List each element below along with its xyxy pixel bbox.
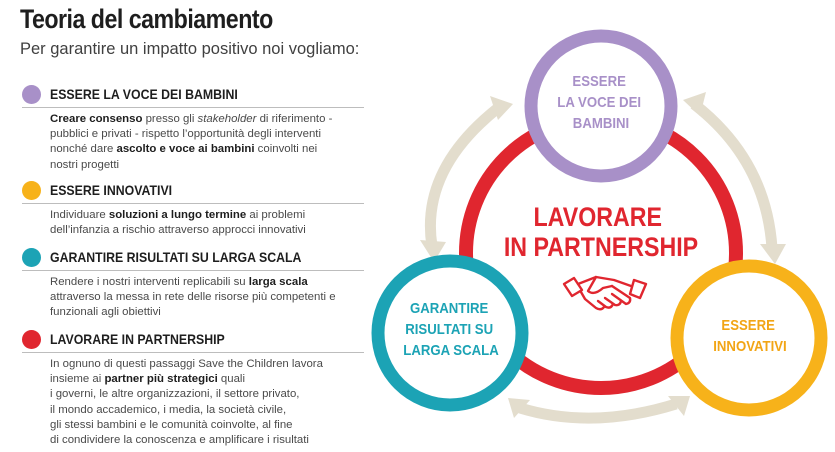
voice-line: BAMBINI	[572, 114, 630, 132]
highlight-text: larga scala	[248, 276, 308, 288]
goal-title: ESSERE INNOVATIVI	[50, 182, 173, 198]
center-line: LAVORARE	[533, 202, 663, 233]
text-segment: In ognuno di questi passaggi Save the Children lavora	[50, 358, 323, 370]
scale-circle-label	[403, 299, 498, 358]
text-segment: Individuare	[50, 209, 109, 221]
voice-line: LA VOCE DEI	[557, 93, 642, 111]
scale-line: GARANTIRE	[409, 299, 489, 317]
innovative-line: ESSERE	[721, 316, 775, 334]
page-title: Teoria del cambiamento	[20, 4, 273, 34]
text-segment: gli stessi bambini e le comunità coinvolte, al fine	[50, 418, 293, 431]
text-segment: il mondo accademico, i media, la società civile,	[50, 403, 287, 416]
text-segment: ai problemi	[246, 209, 306, 221]
text-segment: presso gli	[142, 113, 198, 125]
arrow-bottom	[520, 404, 676, 418]
goal-title: ESSERE LA VOCE DEI BAMBINI	[50, 86, 238, 102]
text-segment: stakeholder	[197, 113, 257, 125]
text-segment: nostri progetti	[50, 158, 120, 171]
text-segment: quali	[217, 373, 245, 386]
scale-line: RISULTATI SU	[405, 320, 494, 338]
highlight-text: partner più strategici	[104, 373, 218, 386]
text-segment: attraverso la messa in rete delle risorse più competenti e	[50, 291, 336, 304]
page-subtitle: Per garantire un impatto positivo noi vogliamo:	[20, 40, 360, 58]
text-segment: insieme ai	[50, 373, 105, 386]
goal-title: LAVORARE IN PARTNERSHIP	[50, 331, 225, 347]
highlight-text: ascolto e voce ai bambini	[116, 143, 255, 156]
text-segment: di riferimento -	[256, 113, 333, 125]
scale-line: LARGA SCALA	[403, 341, 499, 359]
text-segment: coinvolti nei	[254, 143, 318, 156]
text-segment: di condividere la conoscenza e amplificare i risultati	[50, 434, 309, 447]
innovative-line: INNOVATIVI	[713, 337, 787, 355]
highlight-text: Creare consenso	[50, 113, 143, 125]
highlight-text: soluzioni a lungo termine	[108, 209, 247, 221]
text-segment: i governi, le altre organizzazioni, il settore privato,	[50, 388, 300, 401]
goal-title: GARANTIRE RISULTATI SU LARGA SCALA	[50, 249, 302, 265]
text-segment: funzionali agli obiettivi	[50, 306, 161, 319]
text-segment: dell’infanzia a rischio attraverso approcci innovativi	[50, 224, 306, 237]
center-line: IN PARTNERSHIP	[503, 232, 699, 263]
text-segment: nonché dare	[50, 143, 117, 156]
voice-line: ESSERE	[572, 72, 626, 90]
text-segment: Rendere i nostri interventi replicabili su	[50, 276, 249, 288]
text-segment: pubblici e privati - rispetto l’opportunità degli interventi	[50, 128, 321, 141]
